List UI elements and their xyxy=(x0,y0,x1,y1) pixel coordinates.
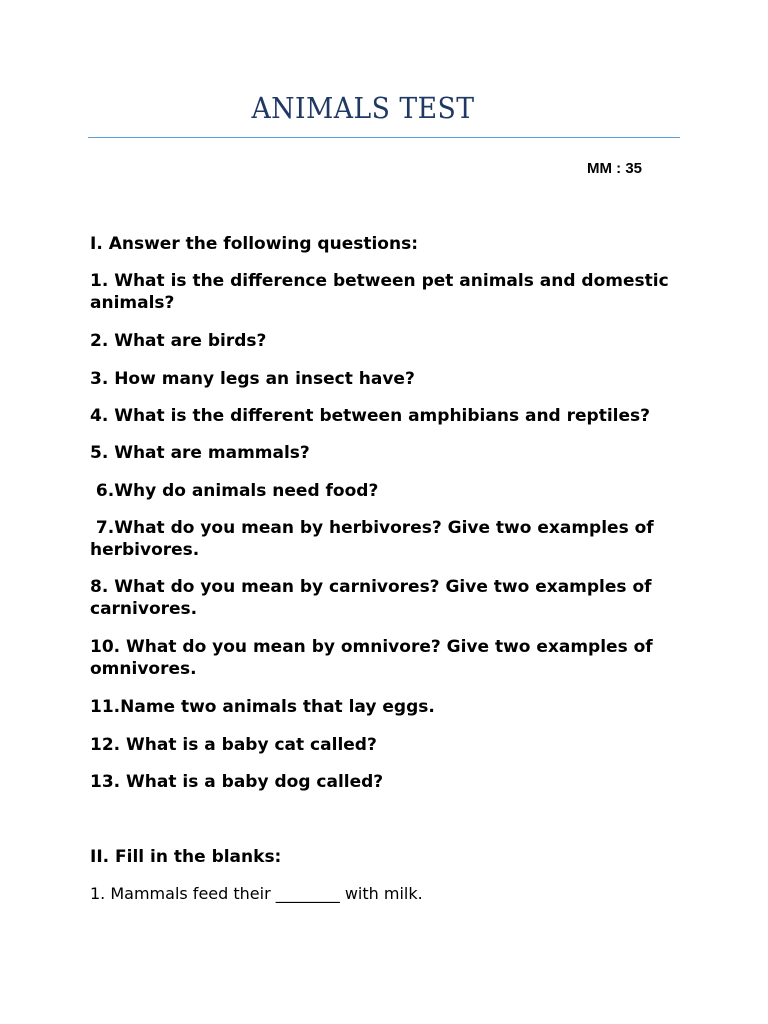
question-6: 6.Why do animals need food? xyxy=(90,481,379,501)
question-2: 2. What are birds? xyxy=(90,331,267,351)
question-3: 3. How many legs an insect have? xyxy=(90,369,415,389)
fill-blank-1: 1. Mammals feed their ________ with milk. xyxy=(90,884,423,903)
question-13: 13. What is a baby dog called? xyxy=(90,772,384,792)
question-1: 1. What is the difference between pet animals and domestic animals? xyxy=(90,271,675,313)
section-1-heading: I. Answer the following questions: xyxy=(90,234,418,254)
question-10: 10. What do you mean by omnivore? Give two examples of omnivores. xyxy=(90,637,659,679)
question-11: 11.Name two animals that lay eggs. xyxy=(90,697,435,717)
question-7: 7.What do you mean by herbivores? Give two examples of herbivores. xyxy=(90,518,660,560)
question-12: 12. What is a baby cat called? xyxy=(90,735,377,755)
page-title: ANIMALS TEST xyxy=(251,91,475,125)
title-divider xyxy=(88,137,680,138)
section-2-heading: II. Fill in the blanks: xyxy=(90,847,282,867)
question-8: 8. What do you mean by carnivores? Give two examples of carnivores. xyxy=(90,577,658,619)
question-5: 5. What are mammals? xyxy=(90,443,310,463)
question-4: 4. What is the different between amphibians and reptiles? xyxy=(90,406,651,426)
max-marks: MM : 35 xyxy=(587,160,643,177)
